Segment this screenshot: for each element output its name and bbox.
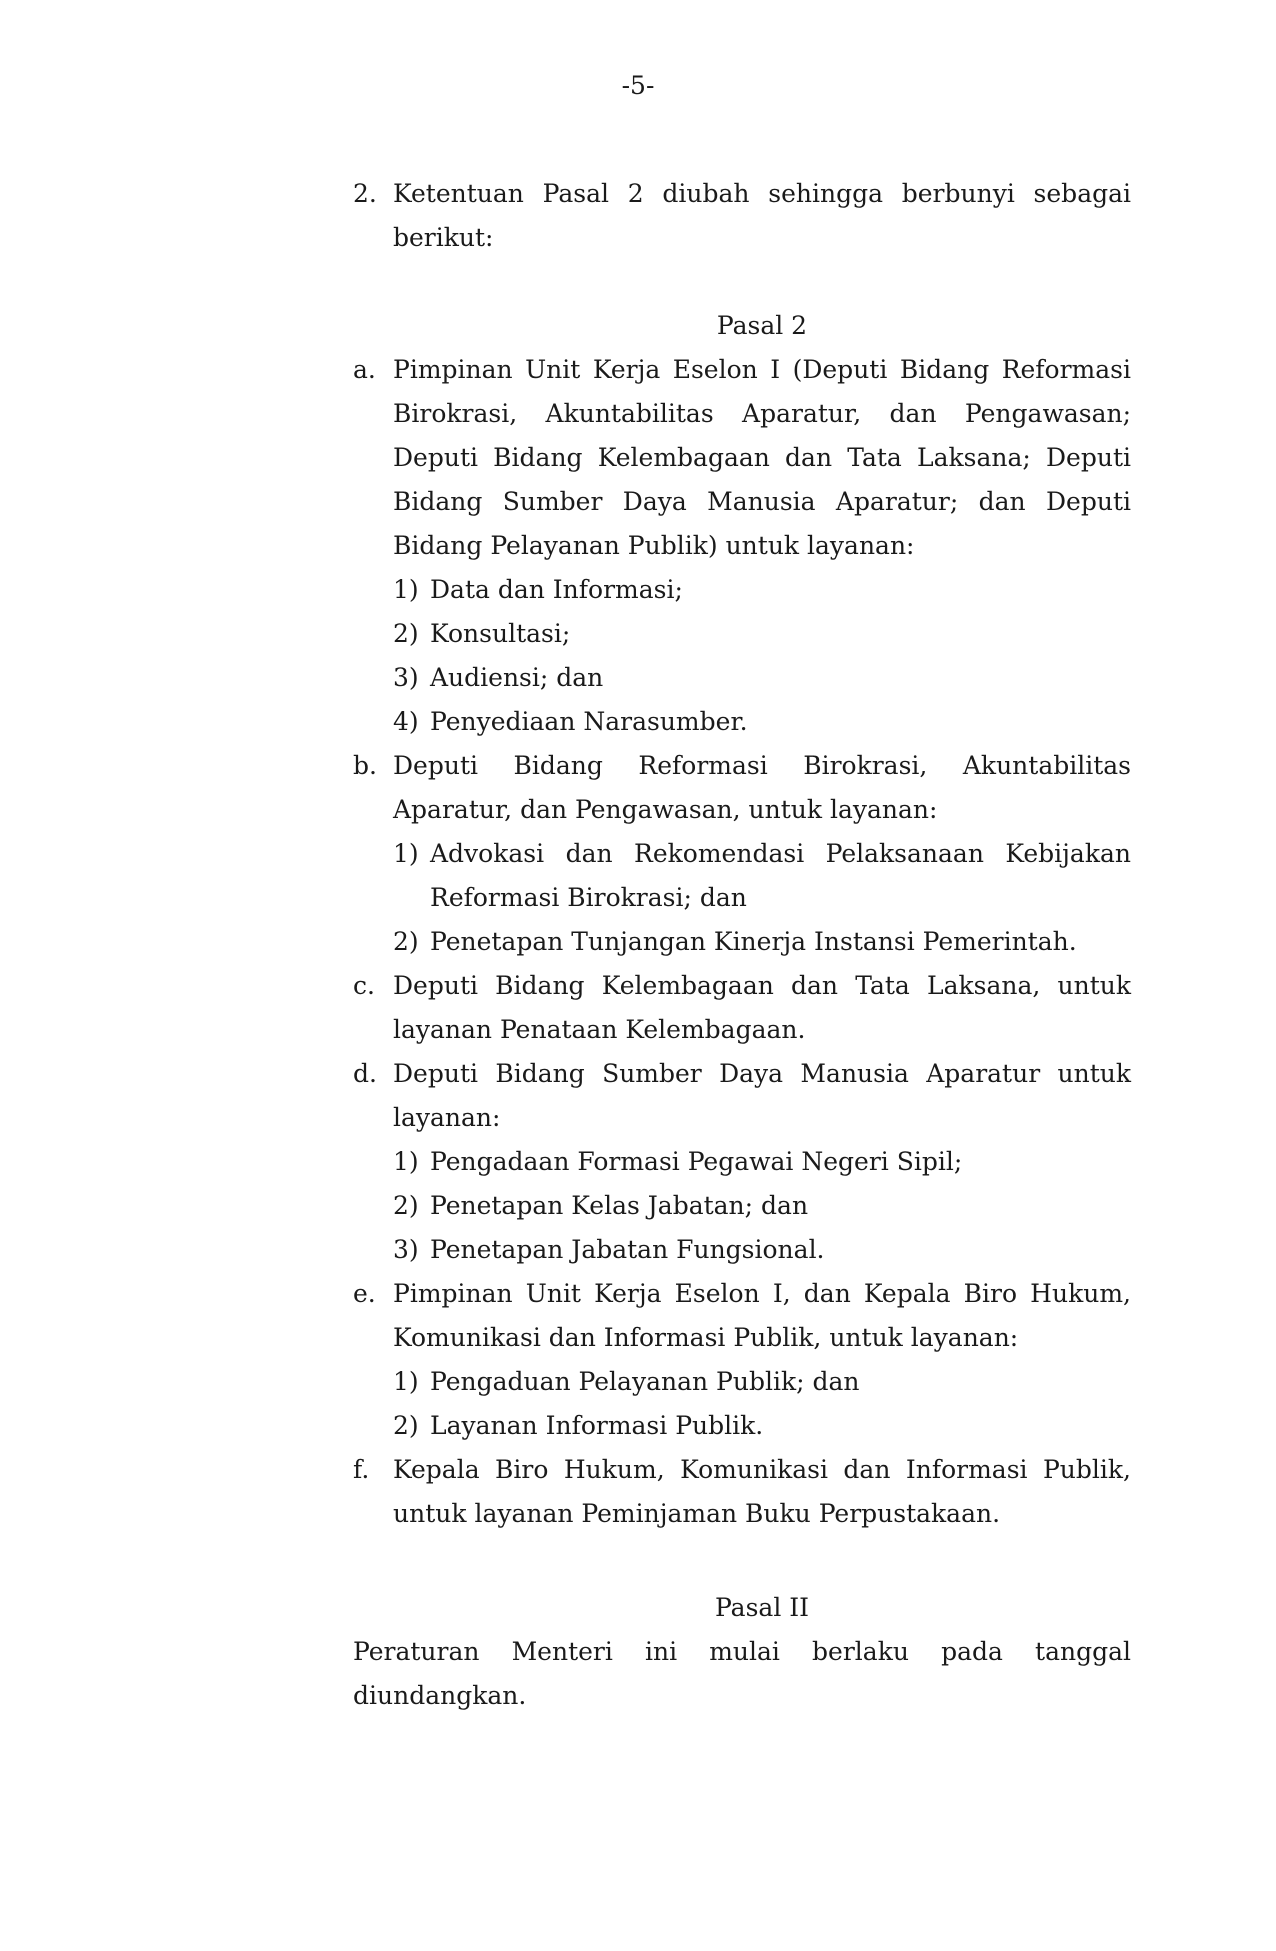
sub-item-number: 2) [393, 1411, 419, 1440]
list-item-a [353, 348, 1131, 568]
closing-text-line: diundangkan. [353, 1681, 527, 1710]
sub-item-number: 4) [393, 707, 419, 736]
sub-item-text: Pengadaan Formasi Pegawai Negeri Sipil; [430, 1147, 963, 1176]
sub-item-text: Advokasi dan Rekomendasi Pelaksanaan Kebijakan Reformasi Birokrasi; dan [430, 839, 1131, 912]
item-marker: d. [353, 1059, 377, 1088]
list-item-e [353, 1272, 1131, 1360]
sub-item-text: Penetapan Jabatan Fungsional. [430, 1235, 825, 1264]
item-marker: 2. [353, 179, 377, 208]
sub-item-text: Penyediaan Narasumber. [430, 707, 748, 736]
item-text: Kepala Biro Hukum, Komunikasi dan Informasi Publik, untuk layanan Peminjaman Buku Perpustakaan. [393, 1455, 1131, 1528]
item-text: Deputi Bidang Sumber Daya Manusia Aparatur untuk layanan: [393, 1059, 1131, 1132]
item-marker: c. [353, 971, 375, 1000]
sub-item-text: Audiensi; dan [430, 663, 604, 692]
sub-item-text: Penetapan Tunjangan Kinerja Instansi Pemerintah. [430, 927, 1077, 956]
amendment-item-2 [353, 172, 1131, 260]
pasal-2-heading: Pasal 2 [716, 311, 808, 340]
sub-item-text: Penetapan Kelas Jabatan; dan [430, 1191, 809, 1220]
list-item-b [353, 744, 1131, 832]
sub-item-number: 1) [393, 575, 419, 604]
pasal-ii-heading: Pasal II [714, 1593, 810, 1622]
sub-item-text: Konsultasi; [430, 619, 571, 648]
sub-item-number: 2) [393, 927, 419, 956]
item-text: Deputi Bidang Reformasi Birokrasi, Akuntabilitas Aparatur, dan Pengawasan, untuk layanan: [393, 751, 1131, 824]
sub-item-number: 1) [393, 1367, 419, 1396]
item-marker: a. [353, 355, 376, 384]
sub-item [393, 1360, 1131, 1404]
item-text-line: Ketentuan Pasal 2 diubah sehingga berbunyi sebagai [393, 179, 1131, 208]
sub-item [393, 568, 1131, 612]
sub-item-number: 3) [393, 663, 419, 692]
item-text: Deputi Bidang Kelembagaan dan Tata Laksana, untuk layanan Penataan Kelembagaan. [393, 971, 1131, 1044]
item-marker: f. [353, 1455, 370, 1484]
sub-item [393, 612, 1131, 656]
item-marker: e. [353, 1279, 376, 1308]
sub-item-number: 3) [393, 1235, 419, 1264]
sub-item-number: 2) [393, 1191, 419, 1220]
sub-item [393, 1140, 1131, 1184]
item-text: Pimpinan Unit Kerja Eselon I (Deputi Bidang Reformasi Birokrasi, Akuntabilitas Aparatur, dan Pengawasan; Deputi Bidang Kelembagaan dan Tata Laksana; Deputi Bidang Sumber Daya Manusia Aparatur; dan Deputi Bidang Pelayanan Publik) untuk layanan: [393, 355, 1131, 560]
sub-item [393, 920, 1131, 964]
sub-item [393, 832, 1131, 920]
list-item-d [353, 1052, 1131, 1140]
page-number: -5- [621, 71, 655, 100]
sub-item-number: 2) [393, 619, 419, 648]
sub-item-number: 1) [393, 839, 419, 868]
sub-item-number: 1) [393, 1147, 419, 1176]
pasal-2-section [353, 304, 1131, 1536]
sub-item [393, 1184, 1131, 1228]
item-marker: b. [353, 751, 377, 780]
sub-item [393, 656, 1131, 700]
item-text-line: berikut: [393, 223, 494, 252]
sub-item-text: Pengaduan Pelayanan Publik; dan [430, 1367, 860, 1396]
list-item-c [353, 964, 1131, 1052]
item-text: Pimpinan Unit Kerja Eselon I, dan Kepala Biro Hukum, Komunikasi dan Informasi Publik, untuk layanan: [393, 1279, 1131, 1352]
closing-text-line: Peraturan Menteri ini mulai berlaku pada tanggal [353, 1637, 1131, 1666]
pasal-ii-section [353, 1586, 1131, 1718]
sub-item [393, 1228, 1131, 1272]
sub-item-text: Data dan Informasi; [430, 575, 683, 604]
sub-item-text: Layanan Informasi Publik. [430, 1411, 764, 1440]
list-item-f [353, 1448, 1131, 1536]
sub-item [393, 700, 1131, 744]
sub-item [393, 1404, 1131, 1448]
